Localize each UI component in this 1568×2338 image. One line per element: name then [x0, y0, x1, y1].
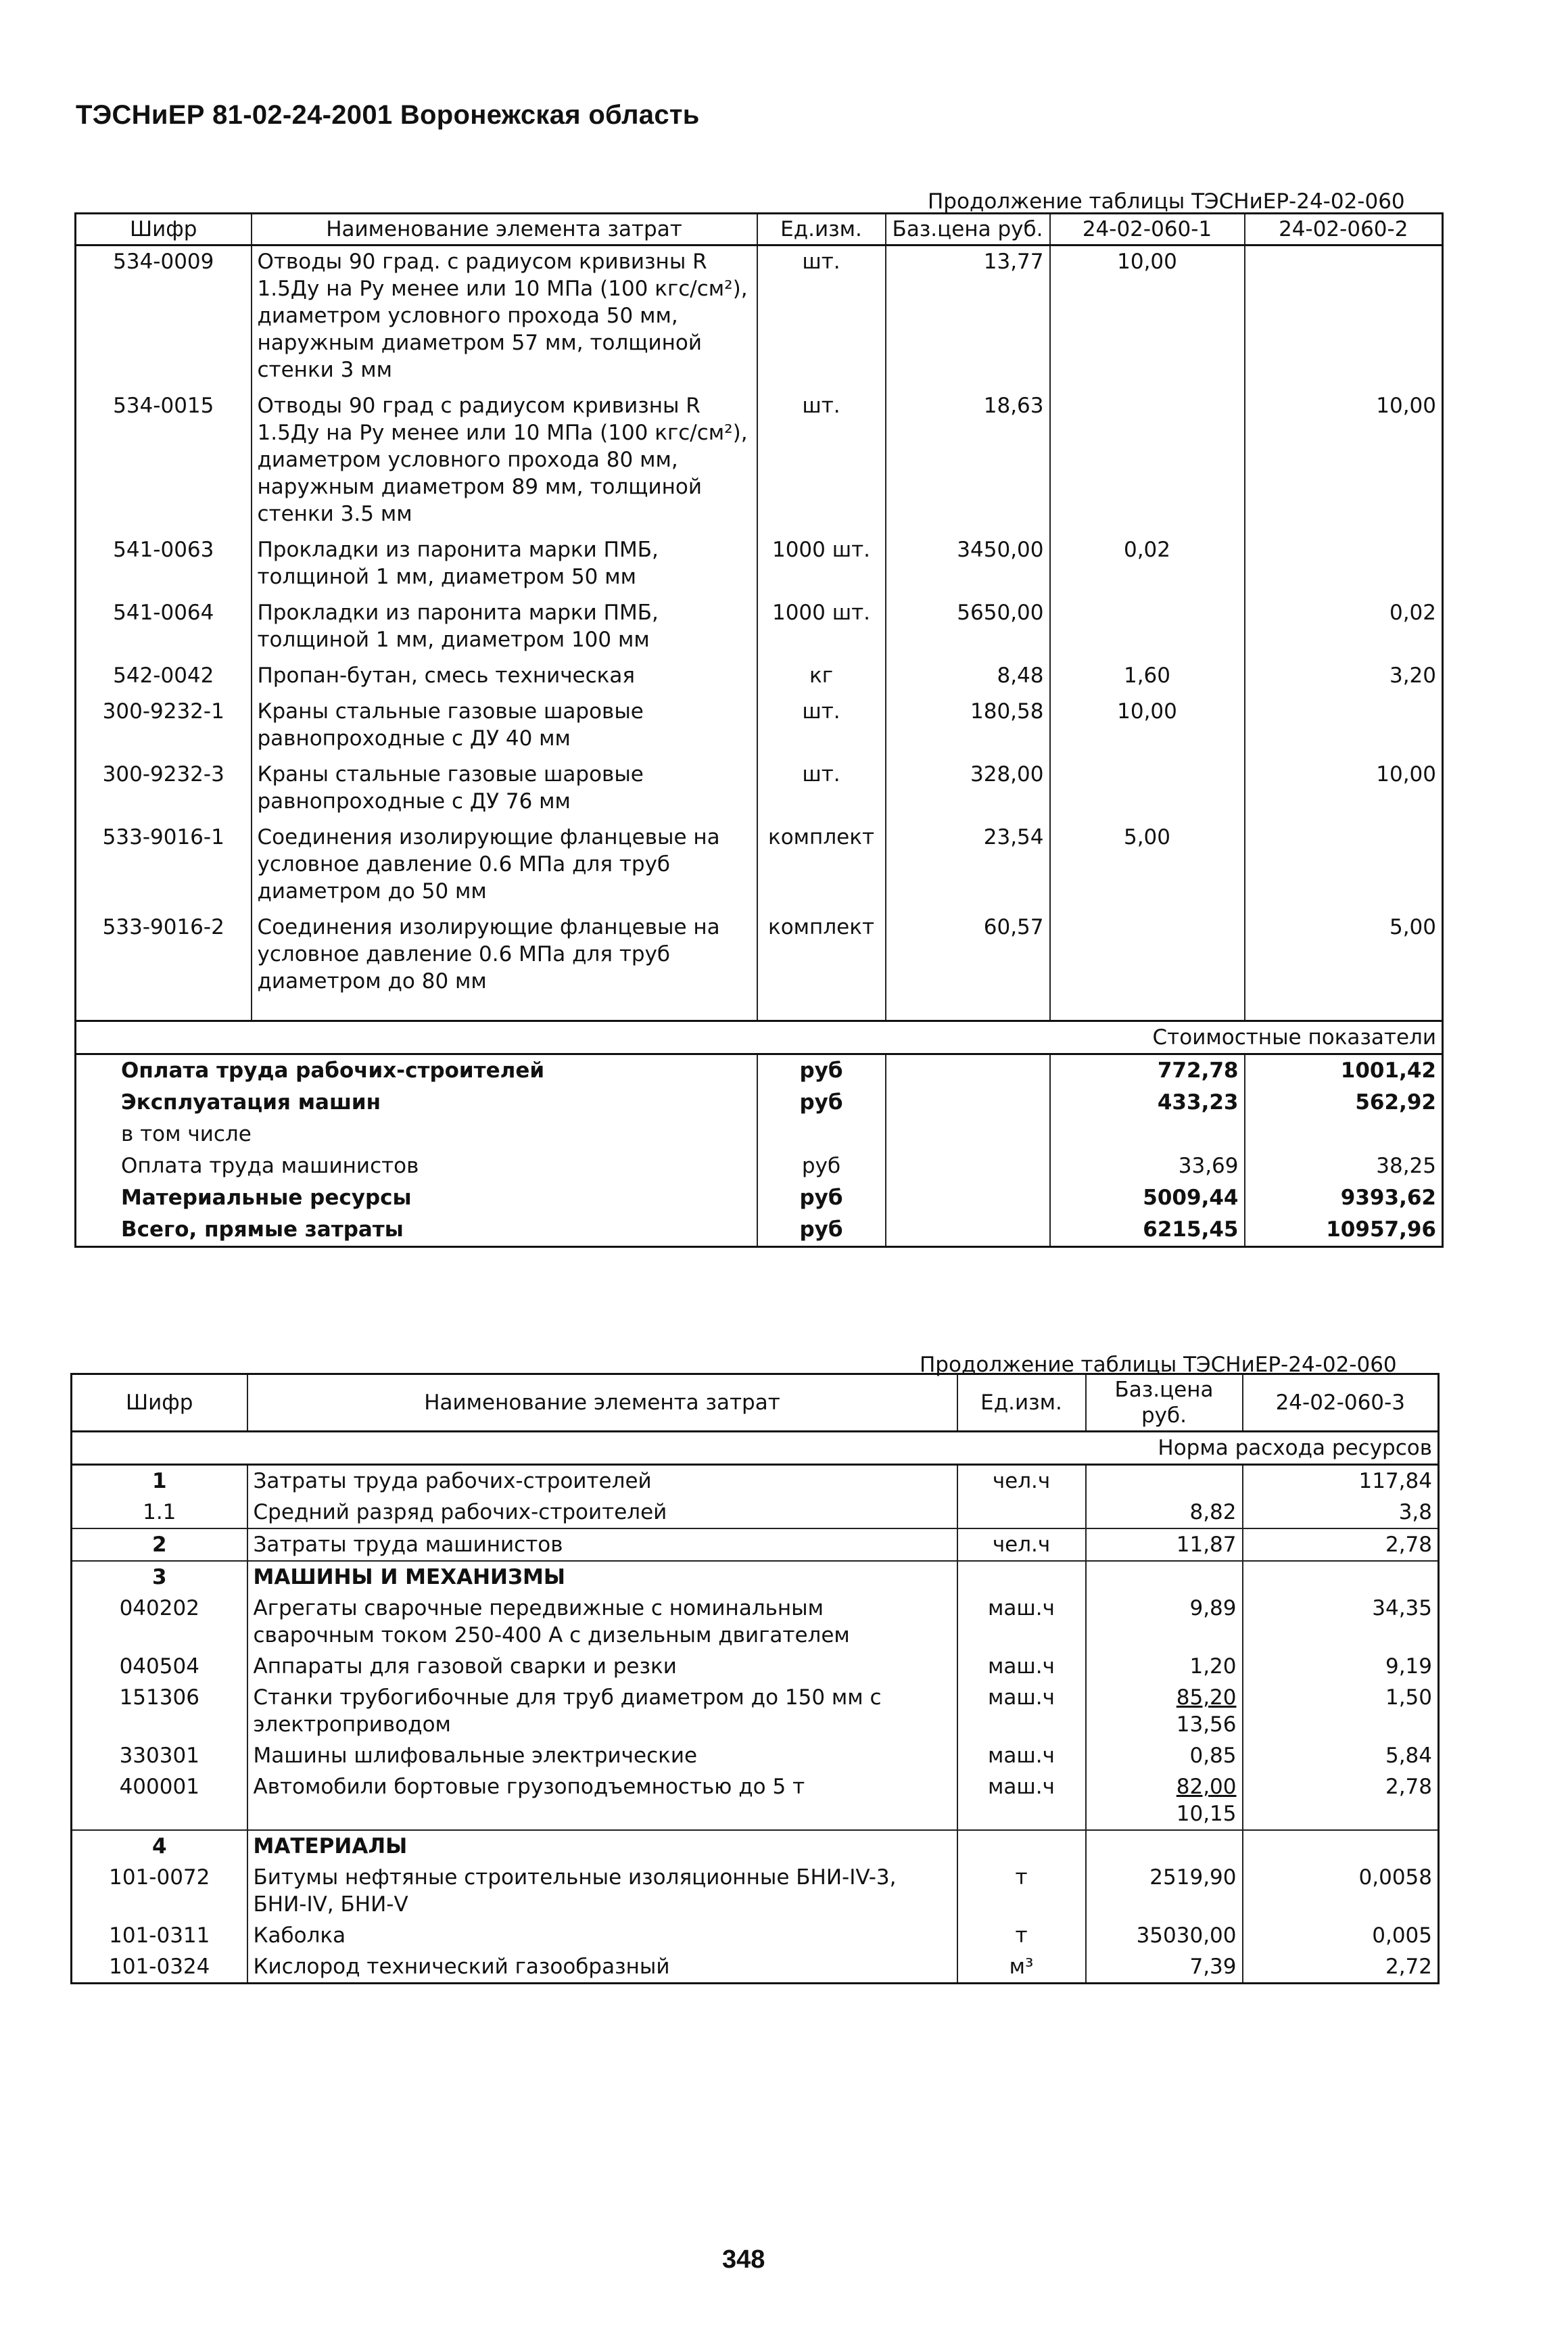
cell-value-2 [1245, 530, 1443, 592]
cell-price [1086, 1830, 1243, 1862]
summary-unit: руб [757, 1087, 886, 1119]
cell-value-3 [1243, 1830, 1439, 1862]
cell-name: Пропан-бутан, смесь техническая [252, 655, 757, 691]
table-row [76, 655, 1443, 691]
cell-price [1086, 1862, 1243, 1920]
cell-value-1 [1050, 592, 1245, 655]
cell-name: Затраты труда рабочих-строителей [247, 1465, 957, 1497]
resource-table-1 [74, 212, 1444, 1248]
cell-code: 101-0072 [72, 1862, 247, 1920]
table-row [72, 1951, 1439, 1984]
price-value: 2519,90 [1149, 1865, 1237, 1890]
cell-name: Каболка [247, 1920, 957, 1951]
summary-empty [886, 1150, 1050, 1182]
cell-value-3: 3,8 [1243, 1497, 1439, 1528]
cost-indicators-label: Стоимостные показатели [76, 1021, 1443, 1054]
cell-price: 8,48 [886, 655, 1050, 691]
header-col3: 24-02-060-3 [1243, 1374, 1439, 1432]
header-name: Наименование элемента затрат [252, 214, 757, 246]
cell-code: 534-0015 [76, 385, 252, 530]
summary-empty [886, 1054, 1050, 1088]
cell-name: Краны стальные газовые шаровые равнопроходные с ДУ 40 мм [252, 691, 757, 754]
cell-code: 330301 [72, 1740, 247, 1771]
summary-label: Материальные ресурсы [76, 1182, 757, 1214]
price-value: 85,20 [1176, 1685, 1237, 1710]
cell-code: 400001 [72, 1771, 247, 1830]
cell-price: 60,57 [886, 907, 1050, 997]
cell-value-2: 5,00 [1245, 907, 1443, 997]
cell-price [1086, 1561, 1243, 1593]
cell-unit: шт. [757, 691, 886, 754]
summary-empty [886, 1182, 1050, 1214]
cell-name: Агрегаты сварочные передвижные с номинальным сварочным током 250-400 А с дизельным двигателем [247, 1593, 957, 1651]
cell-code: 151306 [72, 1682, 247, 1740]
price-value: 82,00 [1176, 1775, 1237, 1799]
table-row [76, 754, 1443, 817]
cell-unit: шт. [757, 754, 886, 817]
cell-code: 4 [72, 1830, 247, 1862]
table-row [72, 1651, 1439, 1682]
table-row [76, 592, 1443, 655]
cell-value-2 [1245, 246, 1443, 386]
cell-unit: маш.ч [957, 1682, 1086, 1740]
summary-unit: руб [757, 1214, 886, 1247]
cell-unit: м³ [957, 1951, 1086, 1984]
price-value-secondary: 13,56 [1176, 1712, 1237, 1737]
header-unit: Ед.изм. [757, 214, 886, 246]
cell-unit: маш.ч [957, 1771, 1086, 1830]
cell-unit: маш.ч [957, 1651, 1086, 1682]
cell-price [1086, 1651, 1243, 1682]
table-row [72, 1771, 1439, 1830]
price-value: 8,82 [1189, 1500, 1237, 1524]
cell-value-3 [1243, 1561, 1439, 1593]
summary-value-2 [1245, 1119, 1443, 1150]
cell-value-1 [1050, 754, 1245, 817]
cell-name: Станки трубогибочные для труб диаметром до 150 мм с электроприводом [247, 1682, 957, 1740]
summary-row [76, 1214, 1443, 1247]
cell-name: Прокладки из паронита марки ПМБ, толщиной 1 мм, диаметром 100 мм [252, 592, 757, 655]
cell-name: МАШИНЫ И МЕХАНИЗМЫ [247, 1561, 957, 1593]
cell-value-3: 2,72 [1243, 1951, 1439, 1984]
table-row [76, 385, 1443, 530]
summary-empty [886, 1087, 1050, 1119]
cell-value-2: 0,02 [1245, 592, 1443, 655]
summary-value-2: 38,25 [1245, 1150, 1443, 1182]
cell-value-2: 10,00 [1245, 754, 1443, 817]
summary-value-1: 33,69 [1050, 1150, 1245, 1182]
cell-unit [957, 1830, 1086, 1862]
cell-code: 300-9232-3 [76, 754, 252, 817]
cell-name: Соединения изолирующие фланцевые на условное давление 0.6 МПа для труб диаметром до 50 мм [252, 817, 757, 907]
summary-row [76, 1054, 1443, 1088]
cell-price: 18,63 [886, 385, 1050, 530]
table-row [76, 907, 1443, 997]
price-value: 11,87 [1176, 1533, 1237, 1557]
summary-unit [757, 1119, 886, 1150]
summary-label: Оплата труда рабочих-строителей [76, 1054, 757, 1088]
cell-name: Средний разряд рабочих-строителей [247, 1497, 957, 1528]
summary-value-2: 9393,62 [1245, 1182, 1443, 1214]
table-row [76, 530, 1443, 592]
cell-value-1 [1050, 907, 1245, 997]
table-header-row [76, 214, 1443, 246]
price-value: 7,39 [1189, 1955, 1237, 1979]
summary-row [76, 1087, 1443, 1119]
table-row [76, 817, 1443, 907]
cell-value-1: 5,00 [1050, 817, 1245, 907]
cell-code: 541-0064 [76, 592, 252, 655]
table-row [72, 1528, 1439, 1561]
cell-price [1086, 1740, 1243, 1771]
norm-row [72, 1432, 1439, 1465]
cell-unit: шт. [757, 246, 886, 386]
cell-code: 542-0042 [76, 655, 252, 691]
header-col2: 24-02-060-2 [1245, 214, 1443, 246]
cell-code: 1.1 [72, 1497, 247, 1528]
cell-value-1 [1050, 385, 1245, 530]
summary-value-1: 772,78 [1050, 1054, 1245, 1088]
cell-code: 2 [72, 1528, 247, 1561]
table-row [72, 1593, 1439, 1651]
header-price: Баз.цена руб. [886, 214, 1050, 246]
table2-caption: Продолжение таблицы ТЭСНиЕР-24-02-060 [920, 1353, 1397, 1377]
cell-value-3: 5,84 [1243, 1740, 1439, 1771]
summary-label: в том числе [76, 1119, 757, 1150]
cell-price [1086, 1771, 1243, 1830]
cell-value-3: 2,78 [1243, 1771, 1439, 1830]
cell-name: Затраты труда машинистов [247, 1528, 957, 1561]
summary-unit: руб [757, 1150, 886, 1182]
cell-price [1086, 1920, 1243, 1951]
table-row [72, 1561, 1439, 1593]
header-price: Баз.цена руб. [1086, 1374, 1243, 1432]
cell-name: Отводы 90 град с радиусом кривизны R 1.5Ду на Ру менее или 10 МПа (100 кгс/см²), диаметром условного прохода 80 мм, наружным диаметром 89 мм, толщиной стенки 3.5 мм [252, 385, 757, 530]
cell-unit: 1000 шт. [757, 530, 886, 592]
cell-name: Краны стальные газовые шаровые равнопроходные с ДУ 76 мм [252, 754, 757, 817]
summary-value-1: 433,23 [1050, 1087, 1245, 1119]
summary-empty [886, 1214, 1050, 1247]
cell-name: МАТЕРИАЛЫ [247, 1830, 957, 1862]
cell-name: Битумы нефтяные строительные изоляционные БНИ-IV-3, БНИ-IV, БНИ-V [247, 1862, 957, 1920]
cell-unit: кг [757, 655, 886, 691]
table-row [72, 1740, 1439, 1771]
summary-unit: руб [757, 1054, 886, 1088]
cell-value-2 [1245, 817, 1443, 907]
summary-value-1 [1050, 1119, 1245, 1150]
cell-unit: маш.ч [957, 1593, 1086, 1651]
cell-value-1: 10,00 [1050, 246, 1245, 386]
summary-value-2: 562,92 [1245, 1087, 1443, 1119]
table-row [72, 1920, 1439, 1951]
cell-value-3: 0,0058 [1243, 1862, 1439, 1920]
cell-code: 101-0324 [72, 1951, 247, 1984]
cell-unit [957, 1561, 1086, 1593]
header-code: Шифр [76, 214, 252, 246]
cell-price [1086, 1465, 1243, 1497]
cell-value-3: 117,84 [1243, 1465, 1439, 1497]
cell-code: 300-9232-1 [76, 691, 252, 754]
cell-name: Автомобили бортовые грузоподъемностью до 5 т [247, 1771, 957, 1830]
cell-code: 040504 [72, 1651, 247, 1682]
cell-value-2 [1245, 691, 1443, 754]
cell-unit: т [957, 1862, 1086, 1920]
cell-price: 328,00 [886, 754, 1050, 817]
cell-unit: чел.ч [957, 1528, 1086, 1561]
cell-price [1086, 1593, 1243, 1651]
table-row [76, 691, 1443, 754]
cell-price [1086, 1682, 1243, 1740]
cell-price: 180,58 [886, 691, 1050, 754]
cell-price: 13,77 [886, 246, 1050, 386]
header-col1: 24-02-060-1 [1050, 214, 1245, 246]
price-value: 35030,00 [1136, 1923, 1237, 1948]
table-row [76, 246, 1443, 386]
table-row [72, 1497, 1439, 1528]
summary-value-2: 10957,96 [1245, 1214, 1443, 1247]
cell-name: Отводы 90 град. с радиусом кривизны R 1.5Ду на Ру менее или 10 МПа (100 кгс/см²), диаметром условного прохода 50 мм, наружным диаметром 57 мм, толщиной стенки 3 мм [252, 246, 757, 386]
cost-indicators-row [76, 1021, 1443, 1054]
table-row [72, 1465, 1439, 1497]
cell-value-3: 2,78 [1243, 1528, 1439, 1561]
cell-unit: шт. [757, 385, 886, 530]
summary-label: Эксплуатация машин [76, 1087, 757, 1119]
cell-code: 3 [72, 1561, 247, 1593]
page-number: 348 [722, 2245, 765, 2274]
summary-row [76, 1182, 1443, 1214]
cell-unit: чел.ч [957, 1465, 1086, 1497]
price-value: 9,89 [1189, 1596, 1237, 1620]
cell-value-3: 1,50 [1243, 1682, 1439, 1740]
header-name: Наименование элемента затрат [247, 1374, 957, 1432]
table-row [72, 1830, 1439, 1862]
cell-unit: 1000 шт. [757, 592, 886, 655]
cell-value-3: 0,005 [1243, 1920, 1439, 1951]
cell-name: Прокладки из паронита марки ПМБ, толщиной 1 мм, диаметром 50 мм [252, 530, 757, 592]
summary-unit: руб [757, 1182, 886, 1214]
table1-caption: Продолжение таблицы ТЭСНиЕР-24-02-060 [928, 189, 1405, 214]
summary-value-1: 6215,45 [1050, 1214, 1245, 1247]
page-title: ТЭСНиЕР 81-02-24-2001 Воронежская область [76, 100, 700, 130]
price-value: 0,85 [1189, 1744, 1237, 1768]
cell-price: 5650,00 [886, 592, 1050, 655]
norm-label: Норма расхода ресурсов [72, 1432, 1439, 1465]
cell-value-3: 9,19 [1243, 1651, 1439, 1682]
cell-price [1086, 1951, 1243, 1984]
cell-unit: комплект [757, 907, 886, 997]
price-value: 1,20 [1189, 1654, 1237, 1679]
cell-value-1: 1,60 [1050, 655, 1245, 691]
table-header-row [72, 1374, 1439, 1432]
resource-table-2 [70, 1373, 1440, 1984]
table-row [72, 1862, 1439, 1920]
cell-value-3: 34,35 [1243, 1593, 1439, 1651]
cell-price [1086, 1497, 1243, 1528]
cell-value-1: 10,00 [1050, 691, 1245, 754]
cell-price [1086, 1528, 1243, 1561]
table-row [72, 1682, 1439, 1740]
cell-code: 533-9016-2 [76, 907, 252, 997]
summary-row [76, 1150, 1443, 1182]
cell-code: 040202 [72, 1593, 247, 1651]
cell-code: 101-0311 [72, 1920, 247, 1951]
cell-name: Соединения изолирующие фланцевые на условное давление 0.6 МПа для труб диаметром до 80 мм [252, 907, 757, 997]
cell-value-1: 0,02 [1050, 530, 1245, 592]
cell-price: 3450,00 [886, 530, 1050, 592]
cell-code: 541-0063 [76, 530, 252, 592]
price-value-secondary: 10,15 [1176, 1802, 1237, 1826]
cell-value-2: 10,00 [1245, 385, 1443, 530]
header-unit: Ед.изм. [957, 1374, 1086, 1432]
cell-name: Аппараты для газовой сварки и резки [247, 1651, 957, 1682]
summary-value-1: 5009,44 [1050, 1182, 1245, 1214]
cell-unit: комплект [757, 817, 886, 907]
header-code: Шифр [72, 1374, 247, 1432]
summary-value-2: 1001,42 [1245, 1054, 1443, 1088]
cell-code: 533-9016-1 [76, 817, 252, 907]
cell-price: 23,54 [886, 817, 1050, 907]
cell-value-2: 3,20 [1245, 655, 1443, 691]
summary-row [76, 1119, 1443, 1150]
cell-unit: маш.ч [957, 1740, 1086, 1771]
summary-label: Оплата труда машинистов [76, 1150, 757, 1182]
summary-label: Всего, прямые затраты [76, 1214, 757, 1247]
cell-name: Машины шлифовальные электрические [247, 1740, 957, 1771]
cell-unit: т [957, 1920, 1086, 1951]
cell-code: 1 [72, 1465, 247, 1497]
summary-empty [886, 1119, 1050, 1150]
cell-name: Кислород технический газообразный [247, 1951, 957, 1984]
cell-code: 534-0009 [76, 246, 252, 386]
cell-unit [957, 1497, 1086, 1528]
